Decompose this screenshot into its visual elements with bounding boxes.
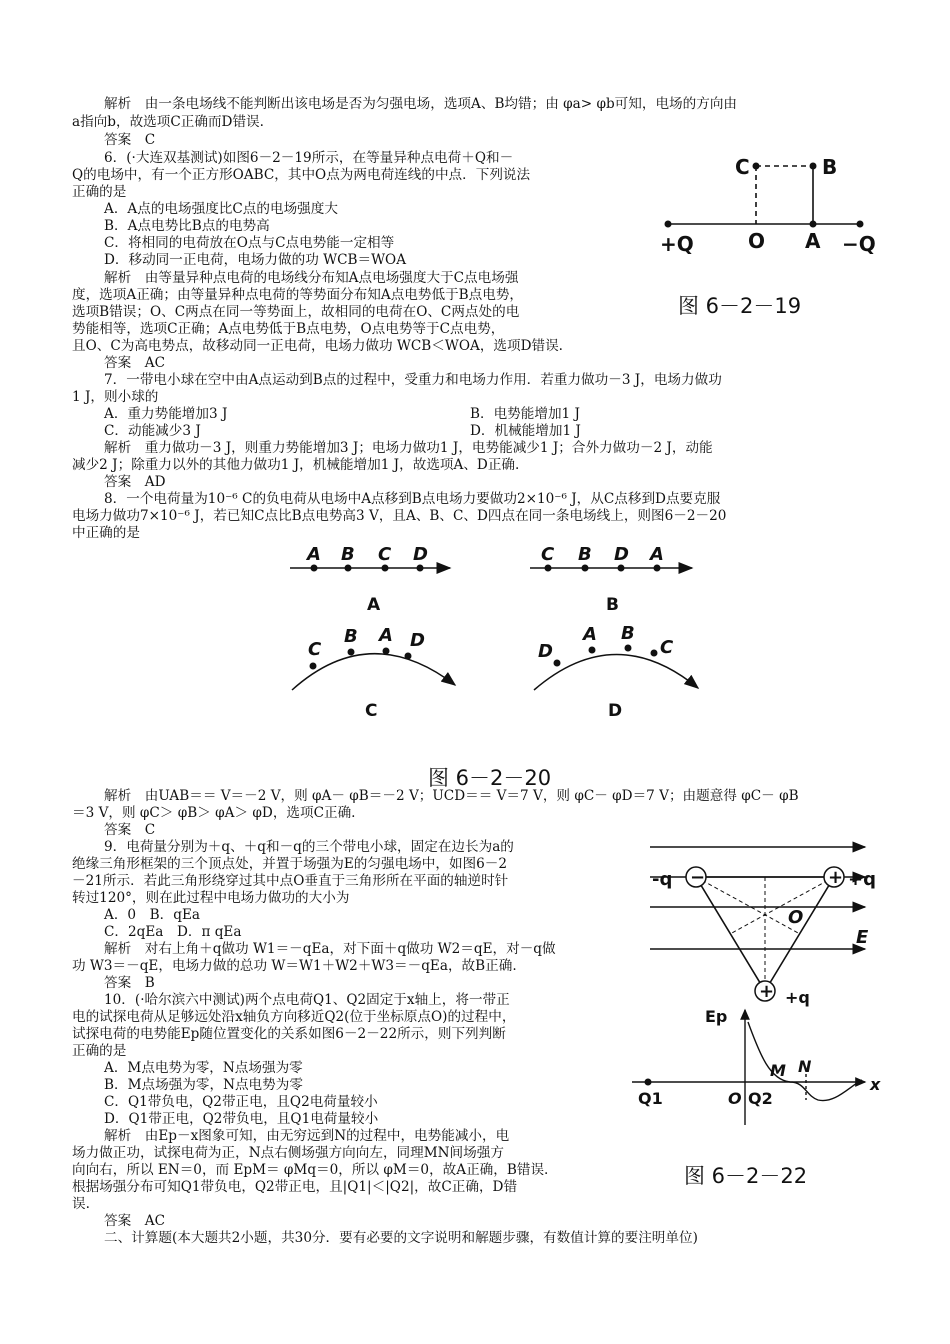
median-line xyxy=(730,877,834,934)
q9-solution: 功 W3＝－qE，电场力做的总功 W＝W1＋W2＋W3＝－qEa，故B正确. xyxy=(72,958,517,974)
panel-b-point: C xyxy=(541,544,555,565)
plus-q-point xyxy=(665,221,672,228)
q6-solution: 度，选项A正确；由等量异种点电荷的等势面分布知A点电势低于B点电势， xyxy=(72,287,524,303)
panel-c-point: D xyxy=(410,630,425,651)
q9-stem: 绝缘三角形框架的三个顶点处，并置于场强为E的匀强电场中，如图6－2 xyxy=(72,856,508,872)
label-x: x xyxy=(870,1075,881,1094)
q8-stem: 电场力做功7×10⁻⁶ J，若已知C点比B点电势高3 V，且A、B、C、D四点在同一条电场线上，则图6－2－20 xyxy=(72,508,727,524)
label-plus-q: +q xyxy=(848,869,876,890)
answer-line: 答案 C xyxy=(104,132,156,148)
q10-answer: 答案 AC xyxy=(104,1213,165,1229)
panel-d-point: D xyxy=(538,641,553,662)
q6-solution: 且O、C为高电势点，故移动同一正电荷，电场力做功 WCB＜WOA，选项D错误. xyxy=(72,338,564,354)
panel-c-point: A xyxy=(379,625,393,646)
figure-caption: 图 6－2－22 xyxy=(684,1164,808,1188)
q10-solution: 向向右，所以 EN＝0，而 EpM＝ φMq＝0，所以 φM＝0，故A正确，B错误. xyxy=(72,1162,549,1178)
q6-solution: 选项B错误；O、C两点在同一等势面上，故相同的电荷在O、C两点处的电 xyxy=(72,304,520,320)
q6-stem: 6．(·大连双基测试)如图6－2－19所示，在等量异种点电荷＋Q和－ xyxy=(104,150,514,166)
q7-answer: 答案 AD xyxy=(104,474,166,490)
q10-stem: 试探电荷的电势能Ep随位置变化的关系如图6－2－22所示，则下列判断 xyxy=(72,1026,506,1042)
q9-options: C．2qEa D．π qEa xyxy=(104,924,242,940)
q9-stem: 转过120°，则在此过程中电场力做功的大小为 xyxy=(72,890,350,906)
q7-solution: 减少2 J；除重力以外的其他力做功1 J，机械能增加1 J，故选项A、D正确. xyxy=(72,457,520,473)
q6-option-c: C．将相同的电荷放在O点与C点电势能一定相等 xyxy=(104,235,395,251)
panel-b-label: B xyxy=(606,595,619,615)
q7-option-b: B．电势能增加1 J xyxy=(470,406,580,422)
minus-sign: − xyxy=(690,867,706,888)
point-c xyxy=(753,163,760,170)
panel-c-point: C xyxy=(308,639,322,660)
q10-solution: 根据场强分布可知Q1带负电，Q2带正电，且|Q1|＜|Q2|，故C正确，D错 xyxy=(72,1179,518,1195)
label-o: O xyxy=(728,1089,742,1108)
panel-c-label: C xyxy=(365,701,378,721)
q8-solution: 解析 由UAB＝＝ V＝－2 V，则 φA－ φB＝－2 V；UCD＝＝ V＝7 V，则 φC－ φD＝7 V；由题意得 φC－ φB xyxy=(104,788,799,804)
q9-stem: 9．电荷量分别为＋q、＋q和－q的三个带电小球，固定在边长为a的 xyxy=(104,839,514,855)
figure-6-2-19 xyxy=(660,150,920,350)
q10-stem: 10．(·哈尔滨六中测试)两个点电荷Q1、Q2固定于x轴上，将一带正 xyxy=(104,992,510,1008)
label-minus-q: −Q xyxy=(842,232,876,256)
q10-option-d: D．Q1带正电，Q2带负电，且Q1电荷量较小 xyxy=(104,1111,379,1127)
q10-option-b: B．M点场强为零，N点电势为零 xyxy=(104,1077,303,1093)
panel-a-point: B xyxy=(341,544,355,565)
label-m: M xyxy=(770,1061,786,1080)
label-plus-q: +Q xyxy=(660,232,694,256)
q6-answer: 答案 AC xyxy=(104,355,165,371)
panel-d-point: C xyxy=(660,637,674,658)
q6-solution: 势能相等，选项C正确；A点电势低于B点电势，O点电势等于C点电势， xyxy=(72,321,505,337)
label-plus-q-bottom: +q xyxy=(785,988,810,1007)
q1-point xyxy=(645,1079,652,1086)
plus-sign: + xyxy=(828,867,844,888)
q7-option-c: C．动能减少3 J xyxy=(104,423,201,439)
label-q2: Q2 xyxy=(748,1089,773,1108)
q10-stem: 电的试探电荷从足够远处沿x轴负方向移近Q2(位于坐标原点O)的过程中， xyxy=(72,1009,516,1025)
figure-6-2-22 xyxy=(630,1000,900,1130)
q8-stem: 8．一个电荷量为10⁻⁶ C的负电荷从电场中A点移到B点电场力要做功2×10⁻⁶ J，从C点移到D点要克服 xyxy=(104,491,721,507)
q10-solution: 解析 由Ep－x图象可知，由无穷远到N的过程中，电势能减小，电 xyxy=(104,1128,510,1144)
q7-option-d: D．机械能增加1 J xyxy=(470,423,581,439)
panel-a-label: A xyxy=(367,595,381,615)
panel-a-point: C xyxy=(378,544,392,565)
panel-d-point: A xyxy=(583,624,597,645)
label-q1: Q1 xyxy=(638,1089,663,1108)
q8-answer: 答案 C xyxy=(104,822,156,838)
q10-option-c: C．Q1带负电，Q2带正电，且Q2电荷量较小 xyxy=(104,1094,378,1110)
q7-solution: 解析 重力做功－3 J，则重力势能增加3 J；电场力做功1 J，电势能减少1 J；合外力做功－2 J，动能 xyxy=(104,440,713,456)
label-o: O xyxy=(788,907,804,928)
q10-stem: 正确的是 xyxy=(72,1043,127,1059)
q6-option-a: A．A点的电场强度比C点的电场强度大 xyxy=(104,201,338,217)
point-a xyxy=(810,221,817,228)
q9-solution: 解析 对右上角＋q做功 W1＝－qEa，对下面＋q做功 W2＝qE，对－q做 xyxy=(104,941,556,957)
q10-solution: 场力做正功，试探电荷为正，N点右侧场强方向向左，同理MN间场强方 xyxy=(72,1145,504,1161)
figure-caption: 图 6－2－20 xyxy=(428,766,552,790)
triangle-right-edge xyxy=(765,877,834,991)
label-ep: Ep xyxy=(705,1007,728,1026)
label-o: O xyxy=(748,229,766,253)
panel-b-point: D xyxy=(614,544,629,565)
q9-options: A．0 B．qEa xyxy=(104,907,200,923)
q10-solution: 误. xyxy=(72,1196,90,1212)
panel-c-point: B xyxy=(344,626,358,647)
q7-option-a: A．重力势能增加3 J xyxy=(104,406,228,422)
q10-option-a: A．M点电势为零，N点场强为零 xyxy=(104,1060,303,1076)
label-n: N xyxy=(798,1057,812,1076)
panel-a-point: A xyxy=(307,544,321,565)
q9-stem: －21所示．若此三角形绕穿过其中点O垂直于三角形所在平面的轴逆时针 xyxy=(72,873,509,889)
q7-stem: 1 J，则小球的 xyxy=(72,389,159,405)
plus-sign: + xyxy=(759,981,775,1002)
q8-stem: 中正确的是 xyxy=(72,525,140,541)
figure-6-2-21 xyxy=(650,835,910,1005)
median-line xyxy=(696,877,800,934)
q6-option-d: D．移动同一正电荷，电场力做的功 WCB＝WOA xyxy=(104,252,407,268)
triangle-left-edge xyxy=(696,877,765,991)
q8-solution: ＝3 V，则 φC＞ φB＞ φA＞ φD，选项C正确. xyxy=(72,805,356,821)
point-b xyxy=(810,163,817,170)
label-a: A xyxy=(805,229,821,253)
panel-a-point: D xyxy=(413,544,428,565)
text-line: a指向b，故选项C正确而D错误. xyxy=(72,114,264,130)
q6-option-b: B．A点电势比B点的电势高 xyxy=(104,218,270,234)
q6-stem: 正确的是 xyxy=(72,184,127,200)
label-c: C xyxy=(735,155,750,179)
label-b: B xyxy=(822,155,838,179)
panel-b-point: A xyxy=(650,544,664,565)
q6-solution: 解析 由等量异种点电荷的电场线分布知A点电场强度大于C点电场强 xyxy=(104,270,519,286)
panel-d-point: B xyxy=(621,623,635,644)
text-line: 解析 由一条电场线不能判断出该电场是否为匀强电场，选项A、B均错；由 φa> φb可知，电场的方向由 xyxy=(104,96,738,112)
label-e: E xyxy=(856,927,869,948)
figure-caption: 图 6－2－19 xyxy=(678,294,802,318)
figure-6-2-20 xyxy=(280,540,800,730)
q9-answer: 答案 B xyxy=(104,975,155,991)
panel-d-label: D xyxy=(608,701,623,721)
section-heading: 二、计算题(本大题共2小题，共30分．要有必要的文字说明和解题步骤，有数值计算的要注明单位) xyxy=(104,1230,698,1246)
panel-d-field-line xyxy=(534,654,698,690)
q6-stem: Q的电场中，有一个正方形OABC，其中O点为两电荷连线的中点．下列说法 xyxy=(72,167,531,183)
panel-b-point: B xyxy=(578,544,592,565)
minus-q-point xyxy=(857,221,864,228)
label-minus-q: -q xyxy=(652,869,673,890)
q7-stem: 7．一带电小球在空中由A点运动到B点的过程中，受重力和电场力作用．若重力做功－3 J，电场力做功 xyxy=(104,372,722,388)
